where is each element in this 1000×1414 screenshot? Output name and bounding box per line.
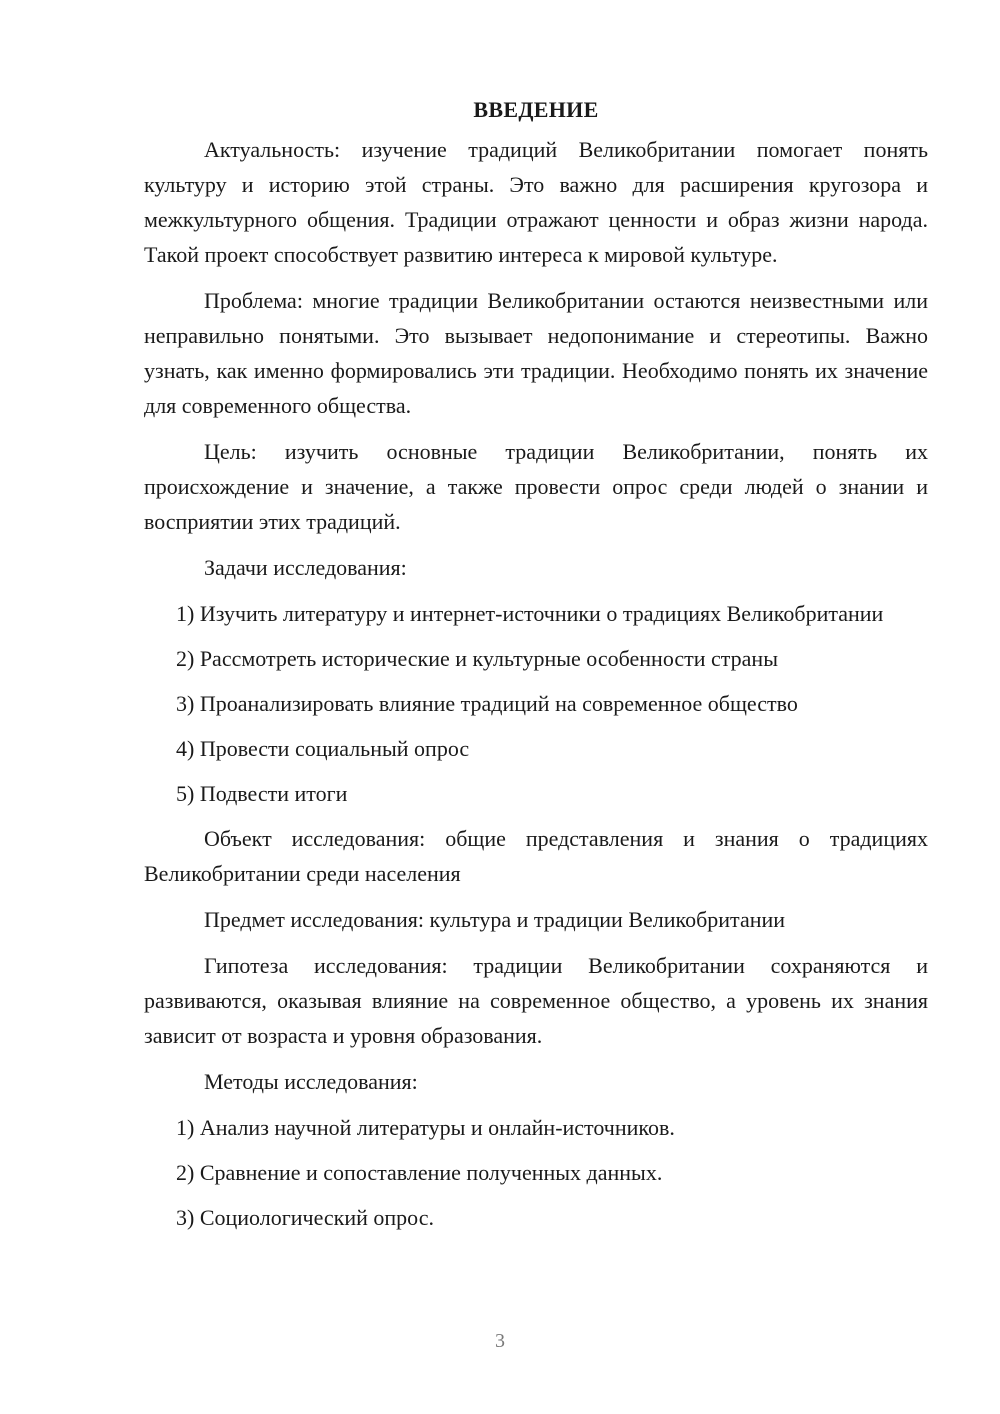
method-item: 1) Анализ научной литературы и онлайн-источников. <box>176 1115 675 1140</box>
goal-paragraph: Цель: изучить основные традиции Великобритании, понять их происхождение и значение, а также провести опрос среди людей о знании и восприятии этих традиций. <box>144 439 928 534</box>
tasks-heading: Задачи исследования: <box>204 555 407 580</box>
subject-paragraph: Предмет исследования: культура и традиции Великобритании <box>204 907 786 932</box>
relevance-paragraph: Актуальность: изучение традиций Великобритании помогает понять культуру и историю этой страны. Это важно для расширения кругозора и межкультурного общения. Традиции отражают ценности и образ жизни народа. Такой проект способствует развитию интереса к мировой культуре. <box>144 137 928 267</box>
hypothesis-paragraph: Гипотеза исследования: традиции Великобритании сохраняются и развиваются, оказывая влияние на современное общество, а уровень их знания зависит от возраста и уровня образования. <box>144 953 928 1048</box>
method-item: 2) Сравнение и сопоставление полученных данных. <box>176 1160 663 1185</box>
problem-paragraph: Проблема: многие традиции Великобритании остаются неизвестными или неправильно понятыми. Это вызывает недопонимание и стереотипы. Важно узнать, как именно формировались эти традиции. Необходимо понять их значение для современного общества. <box>144 288 928 418</box>
task-item: 3) Проанализировать влияние традиций на современное общество <box>176 691 798 716</box>
task-item: 5) Подвести итоги <box>176 781 348 806</box>
task-item: 4) Провести социальный опрос <box>176 736 470 761</box>
page-title: ВВЕДЕНИЕ <box>473 97 599 122</box>
method-item: 3) Социологический опрос. <box>176 1205 434 1230</box>
object-paragraph: Объект исследования: общие представления и знания о традициях Великобритании среди населения <box>144 826 928 886</box>
task-item: 2) Рассмотреть исторические и культурные особенности страны <box>176 646 778 671</box>
task-item: 1) Изучить литературу и интернет-источники о традициях Великобритании <box>176 601 884 626</box>
page-number: 3 <box>495 1330 505 1352</box>
document-page <box>144 92 928 1245</box>
methods-heading: Методы исследования: <box>204 1069 418 1094</box>
